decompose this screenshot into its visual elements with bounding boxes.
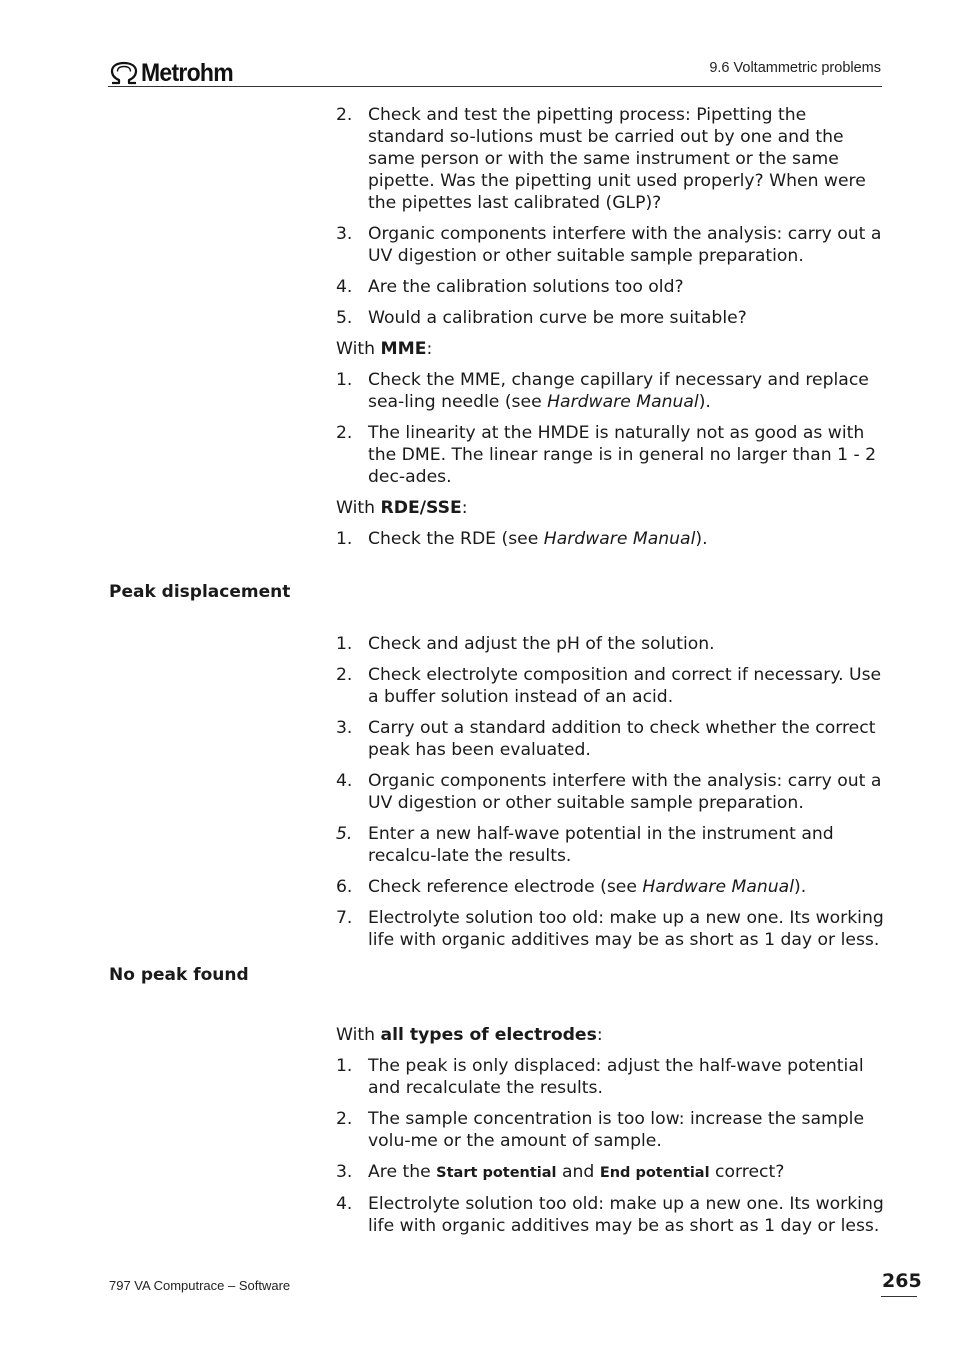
list-item: 5. Enter a new half-wave potential in the instrument and recalcu-late the results. [336, 824, 834, 866]
with-rde-label: With RDE/SSE: [336, 498, 468, 518]
list-item: 7. Electrolyte solution too old: make up a new one. Its working life with organic additives may be as short as 1 day or less. [336, 908, 884, 950]
list-item: 1. The peak is only displaced: adjust the half-wave potential and recalculate the results. [336, 1056, 864, 1098]
ui-term-end-potential: End potential [599, 1165, 710, 1181]
page-number-underline [881, 1296, 917, 1297]
list-item: 2. The linearity at the HMDE is naturally not as good as with the DME. The linear range is in general no larger than 1 - 2 dec-ades. [336, 423, 877, 487]
with-mme-label: With MME: [336, 339, 433, 359]
list-item: 4. Electrolyte solution too old: make up a new one. Its working life with organic additives may be as short as 1 day or less. [336, 1194, 884, 1236]
logo-text: Metrohm [141, 58, 233, 87]
list-item: 2. Check electrolyte composition and correct if necessary. Use a buffer solution instead of an acid. [336, 665, 882, 707]
list-item: 6. Check reference electrode (see Hardware Manual). [336, 877, 807, 897]
list-item: 1. Check the RDE (see Hardware Manual). [336, 529, 708, 549]
list-item: 4. Are the calibration solutions too old? [336, 277, 684, 297]
section-gap [336, 960, 884, 1024]
footer-title: 797 VA Computrace – Software [109, 1278, 291, 1293]
list-item: 3. Carry out a standard addition to check whether the correct peak has been evaluated. [336, 718, 876, 760]
list-item: 2. The sample concentration is too low: increase the sample volu-me or the amount of sample. [336, 1109, 865, 1151]
list-item: 3. Are the Start potential and End potential correct? [336, 1162, 785, 1182]
ui-term-start-potential: Start potential [436, 1165, 557, 1181]
list-item: 5. Would a calibration curve be more suitable? [336, 308, 747, 328]
page-number: 265 [882, 1270, 922, 1292]
heading-no-peak-found: No peak found [109, 965, 249, 985]
list-item: 2. Check and test the pipetting process: Pipetting the standard so-lutions must be carried out by one and the same person or with the same instrument or the same pipette. Was the pipetting unit used properly? When were the pipettes last calibrated (GLP)? [336, 105, 866, 213]
main-content [336, 104, 884, 1246]
with-all-types-label: With all types of electrodes: [336, 1025, 603, 1045]
list-item: 1. Check and adjust the pH of the solution. [336, 634, 715, 654]
section-gap [336, 559, 884, 633]
list-item: 1. Check the MME, change capillary if necessary and replace sea-ling needle (see Hardware Manual). [336, 370, 869, 412]
section-title: 9.6 Voltammetric problems [709, 60, 881, 76]
metrohm-logo [109, 59, 241, 87]
heading-peak-displacement: Peak displacement [109, 582, 291, 602]
header-divider [108, 86, 882, 87]
omega-logo-icon [109, 61, 139, 85]
list-item: 3. Organic components interfere with the analysis: carry out a UV digestion or other suitable sample preparation. [336, 224, 882, 266]
list-item: 4. Organic components interfere with the analysis: carry out a UV digestion or other suitable sample preparation. [336, 771, 882, 813]
